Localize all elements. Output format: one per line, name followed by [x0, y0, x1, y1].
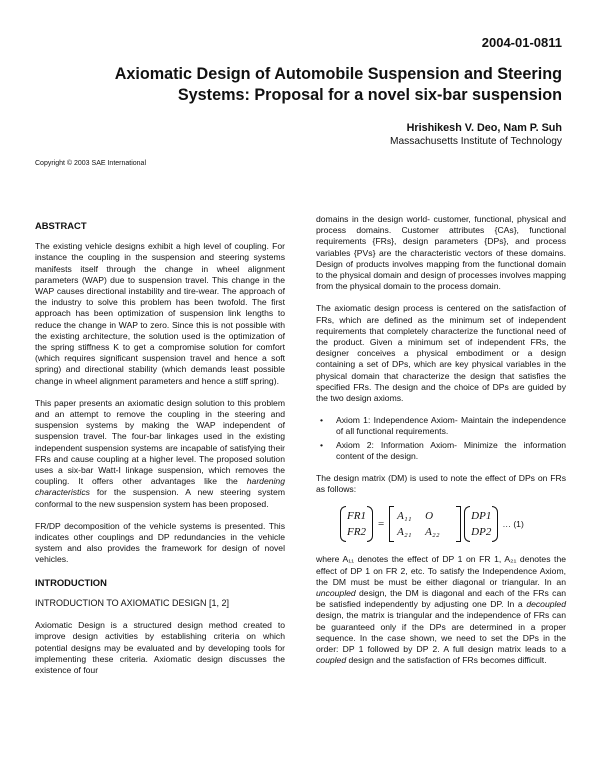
dp2-symbol: DP2 [471, 526, 492, 539]
introduction-subheading: INTRODUCTION TO AXIOMATIC DESIGN [1, 2] [35, 597, 230, 608]
matrix-o: O [425, 510, 434, 523]
axiom-list [316, 415, 566, 462]
p4-text-c: design, the matrix is triangular and the independence of FRs can be guaranteed only if the DPs are determined in a proper sequence. In the case shown, we need to set the DPs in the order: DP 1 followed by DP 2. A full design matrix leads to a [316, 610, 566, 655]
matrix-a11: A₁₁ [397, 510, 412, 523]
right-column [316, 214, 566, 678]
paper-number: 2004-01-0811 [481, 35, 562, 50]
right-paragraph-4 [316, 554, 566, 666]
author-names: Hrishikesh V. Deo, Nam P. Suh [406, 122, 562, 134]
author-block [390, 122, 562, 148]
abstract-p2-text-a: This paper presents an axiomatic design solution to this problem and an attempt to remove the coupling in the steering and suspension systems by making the WAP independent of suspension travel. The four-bar linkages used in the existing independent suspension systems are incapable of satisfying their FRs and cause coupling at a higher level. The proposed solution uses a six-bar Watt-I linkage suspension, which removes the coupling. It offers other advantages like the [35, 397, 285, 487]
abstract-paragraph-3: FR/DP decomposition of the vehicle systems is presented. This indicates other couplings and DP redundancies in the vehicle system and also provides the framework for design of novel vehicles. [35, 520, 285, 565]
equals-sign: = [377, 517, 385, 530]
dp1-symbol: DP1 [471, 510, 492, 523]
abstract-p2-emphasis: hardening characteristics [35, 476, 285, 498]
equation-number: … (1) [502, 518, 524, 529]
p4-text-d: design and the satisfaction of FRs becomes difficult. [348, 655, 547, 666]
abstract-paragraph-2 [35, 398, 285, 510]
title-line-1: Axiomatic Design of Automobile Suspension and Steering [114, 65, 562, 83]
abstract-p2-text-b: for the suspension. A new steering system conformal to the new suspension system has been proposed. [35, 487, 285, 509]
fr-vector [340, 506, 373, 542]
p4-emphasis-decoupled: decoupled [526, 599, 566, 610]
title-line-2: Systems: Proposal for a novel six-bar suspension [177, 86, 562, 104]
paper-title [60, 64, 562, 106]
introduction-paragraph-1: Axiomatic Design is a structured design method created to improve design activities by establishing criteria on which potential designs may be evaluated and by developing tools for implementing these criteria. Axiomatic design discusses the existence of four [35, 620, 285, 675]
affiliation: Massachusetts Institute of Technology [390, 136, 562, 147]
fr2-symbol: FR2 [347, 526, 366, 539]
p4-text-a: where A₁₁ denotes the effect of DP 1 on FR 1, A₂₁ denotes the effect of DP 1 on FR 2, etc. To satisfy the Independence Axiom, the DM must be must be either diagonal or triangular. In an [316, 554, 566, 587]
p4-text-b: design, the DM is diagonal and each of the FRs can be satisfied independently by adjusting one DP. In a [316, 588, 566, 610]
axiom-item-2: • Axiom 2: Information Axiom- Minimize the information content of the design. [336, 440, 566, 462]
axiom-item-1: • Axiom 1: Independence Axiom- Maintain the independence of all functional requirements. [336, 415, 566, 437]
introduction-heading: INTRODUCTION [35, 576, 107, 588]
p4-emphasis-uncoupled: uncoupled [316, 588, 356, 599]
p4-emphasis-coupled: coupled [316, 655, 347, 666]
fr1-symbol: FR1 [347, 510, 366, 523]
design-matrix [389, 506, 461, 542]
abstract-paragraph-1: The existing vehicle designs exhibit a high level of coupling. For instance the coupling in the suspension and steering systems manifests itself through the change in wheel alignment parameters (WAP) due to suspension travel. This change in the WAP causes directional instability and tire-wear. The approach of the industry to solve this problem has been twofold. The first approach has been optimization of suspension link lengths to reduce the change in WAP to zero. Since this is not possible with the existing architecture, the solution used is the optimization of the spring stiffness K to get a compromise solution for comfort (which requires significant suspension travel and hence a soft spring) and directional stability (which demands least possible change in wheel alignment parameters and hence a stiff spring). [35, 241, 285, 386]
matrix-a21: A₂₁ [397, 526, 412, 539]
design-matrix-equation [340, 506, 566, 542]
right-paragraph-1: domains in the design world- customer, functional, physical and process domains. Customer attributes {CAs}, functional requirements {FRs}, design parameters {DPs}, and process variables {PVs} are the characteristic vectors of these domains. Design of products involves mapping from the functional domain to the physical domain and design of processes involves mapping from the physical domain to the process domain. [316, 214, 566, 292]
right-paragraph-2: The axiomatic design process is centered on the satisfaction of FRs, which are defined as the minimum set of independent requirements that completely characterize the functional need of the product. Given a minimum set of independent FRs, the designer conceives a physical embodiment or a design containing a set of DPs, which are key physical variables in the physical domain that characterize the design that satisfies the specified FRs. The design and the choice of DPs are guided by the two design axioms. [316, 303, 566, 404]
left-column [35, 210, 285, 687]
abstract-heading: ABSTRACT [35, 220, 87, 231]
dp-vector [464, 506, 498, 542]
right-paragraph-3: The design matrix (DM) is used to note the effect of DPs on FRs as follows: [316, 473, 566, 495]
copyright-notice: Copyright © 2003 SAE International [35, 160, 147, 167]
matrix-a22: A₂₂ [425, 526, 440, 539]
